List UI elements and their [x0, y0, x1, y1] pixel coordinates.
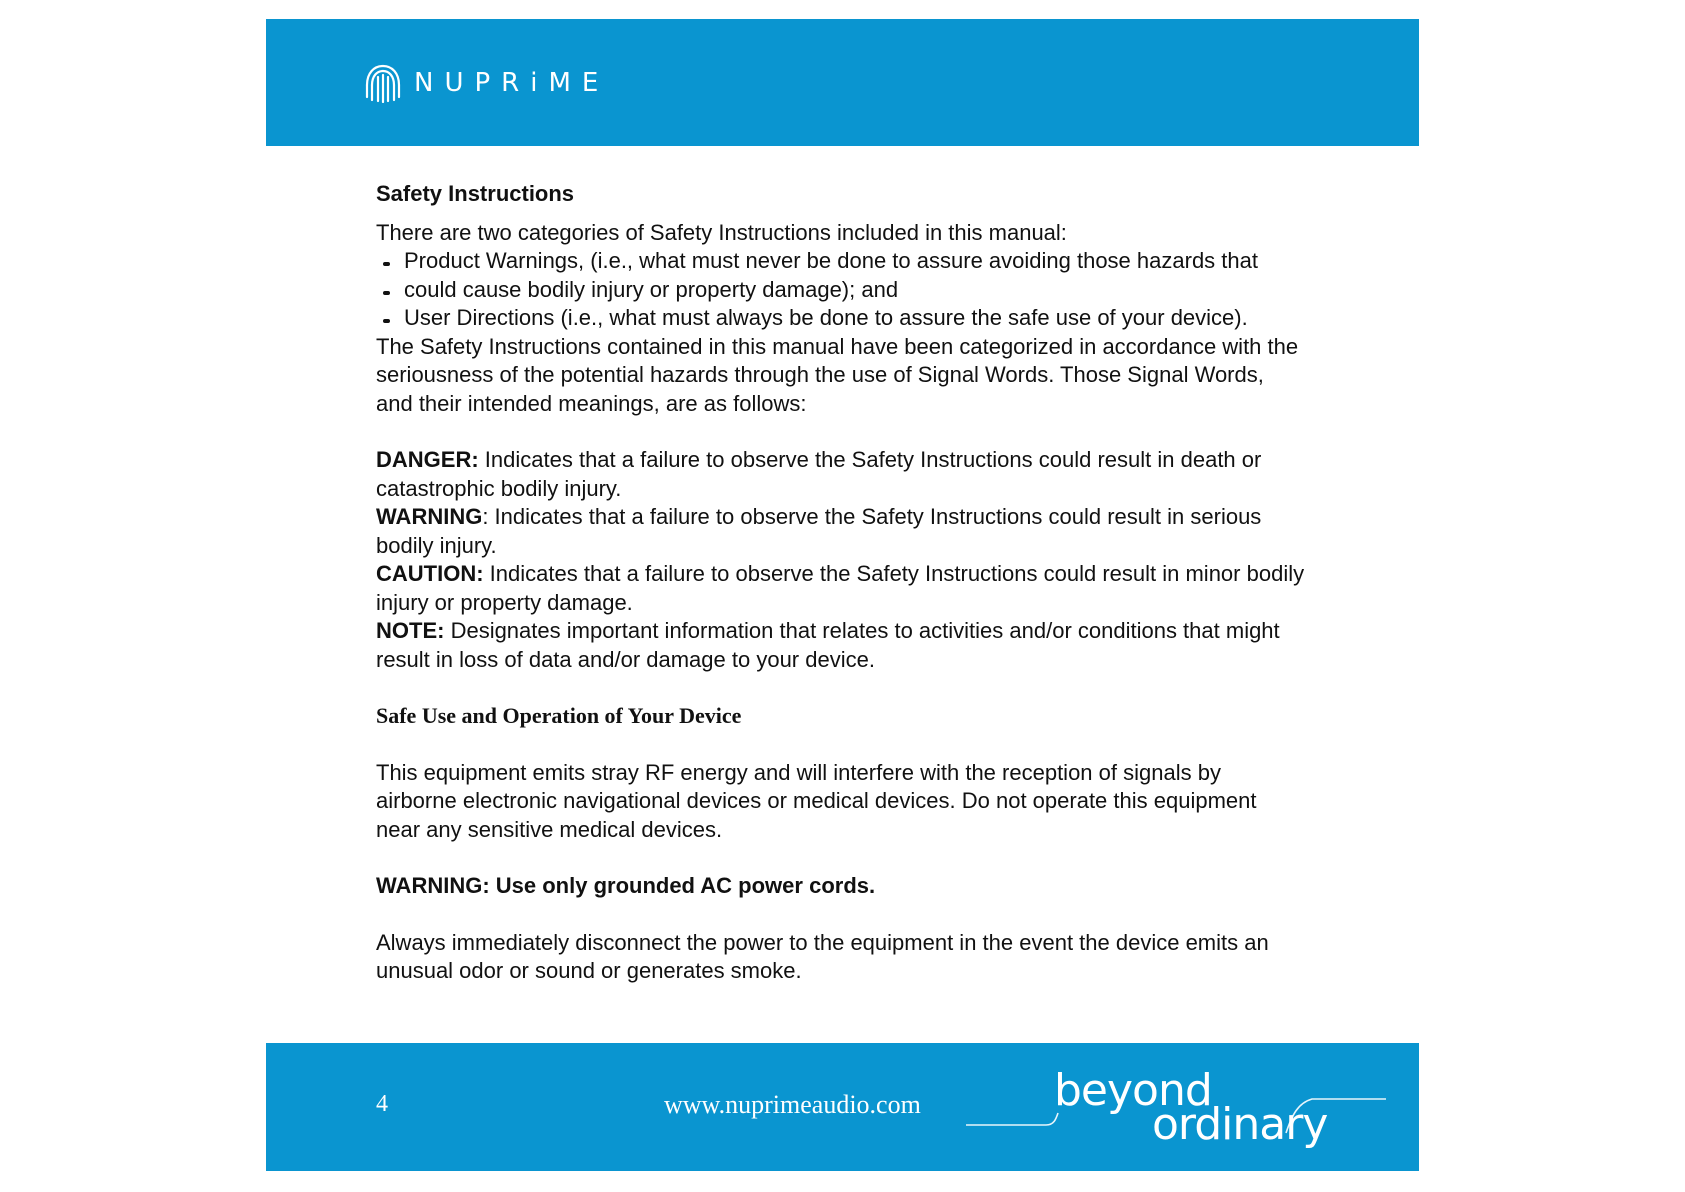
signal-word-term: DANGER: [376, 447, 479, 472]
brand-name: NUPRiME [414, 68, 610, 98]
safe-use-heading: Safe Use and Operation of Your Device [376, 703, 742, 728]
list-item: could cause bodily injury or property damage); and [376, 276, 1306, 305]
signal-word-description: Indicates that a failure to observe the Safety Instructions could result in death or catastrophic bodily injury. [376, 447, 1262, 501]
list-item: Product Warnings, (i.e., what must never be done to assure avoiding those hazards that [376, 247, 1306, 276]
footer-banner [266, 1043, 1419, 1171]
tagline-line-2: ordinary [1152, 1099, 1328, 1150]
disconnect-power-paragraph: Always immediately disconnect the power to the equipment in the event the device emits an unusual odor or sound or generates smoke. [376, 929, 1269, 983]
signal-word-term: CAUTION: [376, 561, 484, 586]
signal-words-intro: The Safety Instructions contained in this manual have been categorized in accordance with the seriousness of the potential hazards through the use of Signal Words. Those Signal Words, and their intended meanings, are as follows: [376, 333, 1299, 416]
rf-energy-paragraph: This equipment emits stray RF energy and will interfere with the reception of signals by airborne electronic navigational devices or medical devices. Do not operate this equipment near any sensitive medical devices. [376, 759, 1257, 842]
safety-categories-list [376, 247, 1306, 333]
signal-word-danger [376, 446, 1306, 503]
header-banner [266, 19, 1419, 146]
signal-word-term: NOTE: [376, 618, 445, 643]
signal-word-warning [376, 503, 1306, 560]
page-content [376, 180, 1306, 986]
power-cord-warning: WARNING: Use only grounded AC power cords. [376, 873, 876, 898]
document-page [266, 0, 1419, 1192]
page-number: 4 [376, 1091, 388, 1117]
signal-word-description: Indicates that a failure to observe the Safety Instructions could result in minor bodily injury or property damage. [376, 561, 1305, 615]
signal-word-description: Designates important information that relates to activities and/or conditions that might result in loss of data and/or damage to your device. [376, 618, 1280, 672]
safety-instructions-heading: Safety Instructions [376, 181, 575, 206]
signal-word-description: : Indicates that a failure to observe the Safety Instructions could result in serious bodily injury. [376, 504, 1262, 558]
tagline-line-1: beyond [1054, 1065, 1212, 1116]
nuprime-logo-icon [364, 63, 402, 103]
signal-word-caution [376, 560, 1306, 617]
brand-logo [364, 61, 609, 105]
signal-word-note [376, 617, 1306, 674]
safety-intro: There are two categories of Safety Instructions included in this manual: [376, 219, 1067, 245]
signal-word-term: WARNING [376, 504, 483, 529]
tagline-logo [966, 1063, 1406, 1153]
list-item: User Directions (i.e., what must always be done to assure the safe use of your device). [376, 304, 1306, 333]
website-link[interactable]: www.nuprimeaudio.com [664, 1090, 921, 1119]
